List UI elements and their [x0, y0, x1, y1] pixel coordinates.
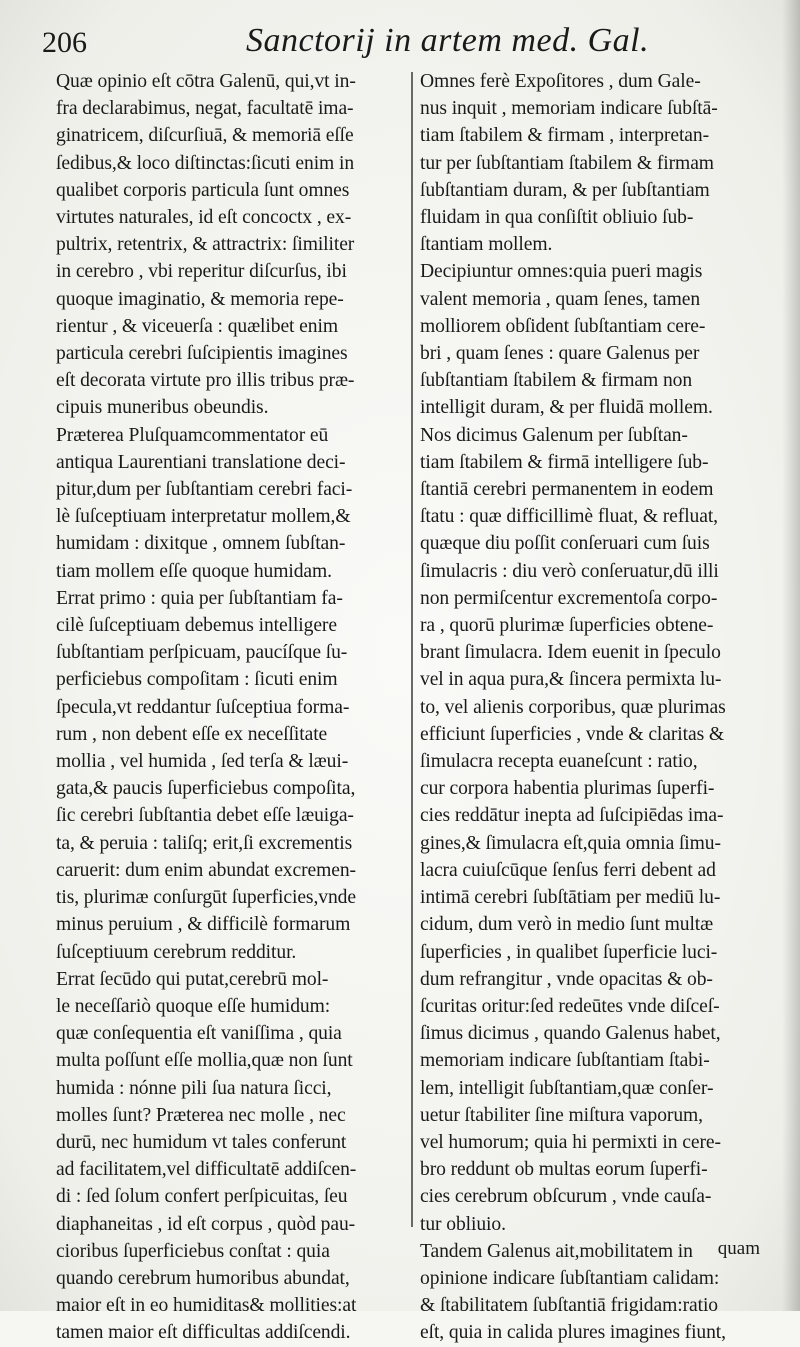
page-number: 206 — [42, 26, 87, 59]
text-line: Decipiuntur omnes:quia pueri magis — [420, 261, 703, 283]
text-line: fluidam in qua conſiſtit obliuio ſub- — [420, 207, 694, 229]
text-line: dum refrangitur , vnde opacitas & ob- — [420, 968, 713, 990]
text-line: vel in aqua pura,& ſincera permixta lu- — [420, 669, 722, 691]
text-line: ſtatu : quæ difficillimè fluat, & refluat, — [420, 506, 718, 528]
text-line: mollia , vel humida , ſed terſa & læui- — [56, 751, 349, 773]
text-line: perficiebus compoſitam : ſicuti enim — [56, 669, 338, 691]
text-line: ra , quorū plurimæ ſuperficies obtene- — [420, 615, 714, 637]
page-edge-shadow — [782, 0, 800, 1311]
text-line: vel humorum; quia hi permixti in cere- — [420, 1131, 721, 1153]
text-line: multa poſſunt eſſe mollia,quæ non ſunt — [56, 1050, 353, 1072]
text-line: bro reddunt ob multas eorum ſuperfi- — [420, 1159, 708, 1181]
text-line: quæ conſequentia eſt vaniſſima , quia — [56, 1023, 342, 1045]
text-line: antiqua Laurentiani translatione deci- — [56, 451, 346, 473]
text-line: virtutes naturales, id eſt concoctx , ex- — [56, 207, 352, 229]
text-line: eſt, quia in calida plures imagines fiunt, — [420, 1322, 726, 1344]
text-line: ſimulacris : diu verò conſeruatur,dū illi — [420, 560, 719, 582]
text-line: valent memoria , quam ſenes, tamen — [420, 288, 701, 310]
text-line: intimā cerebri ſubſtātiam per mediū lu- — [420, 887, 721, 909]
text-line: pultrix, retentrix, & attractrix: ſimiliter — [56, 234, 355, 256]
text-line: cidum, dum verò in medio ſunt multæ — [420, 914, 714, 936]
text-line: pitur,dum per ſubſtantiam cerebri faci- — [56, 479, 353, 501]
text-line: ſedibus,& loco diſtinctas:ſicuti enim in — [56, 152, 355, 174]
text-line: bri , quam ſenes : quare Galenus per — [420, 343, 700, 365]
text-line: ſubſtantiam ſtabilem & firmam non — [420, 370, 693, 392]
right-text-column — [420, 68, 765, 1347]
text-line: ſtantiam mollem. — [420, 234, 553, 256]
text-line: Nos dicimus Galenum per ſubſtan- — [420, 424, 688, 446]
text-line: ta, & peruia : taliſq; erit,ſi excrementis — [56, 832, 353, 854]
text-line: lacra cuiuſcūque ſenſus ferri debent ad — [420, 859, 716, 881]
text-line: ſuperficies , in qualibet ſuperficie luci- — [420, 941, 718, 963]
text-line: lè ſuſceptiuam interpretatur mollem,& — [56, 506, 351, 528]
text-line: gata,& paucis ſuperficiebus compoſita, — [56, 778, 356, 800]
text-line: tur per ſubſtantiam ſtabilem & firmam — [420, 152, 714, 174]
text-line: fra declarabimus, negat, facultatē ima- — [56, 98, 354, 120]
text-line: ad facilitatem,vel difficultatē addiſcen- — [56, 1159, 357, 1181]
text-line: ſtantiā cerebri permanentem in eodem — [420, 479, 714, 501]
text-line: brant ſimulacra. Idem euenit in ſpeculo — [420, 642, 721, 664]
text-line: rientur , & viceuerſa : quælibet enim — [56, 315, 338, 337]
text-line: tamen maior eſt difficultas addiſcendi. — [56, 1322, 351, 1344]
running-head: Sanctorij in artem med. Gal. — [246, 22, 650, 59]
text-line: minus peruium , & difficilè formarum — [56, 914, 351, 936]
text-line: ſcuritas oritur:ſed redeūtes vnde diſceſ- — [420, 995, 720, 1017]
text-line: cioribus ſuperficiebus conſtat : quia — [56, 1240, 330, 1262]
text-line: to, vel alienis corporibus, quæ plurimas — [420, 696, 726, 718]
column-divider — [411, 72, 413, 1227]
text-line: Errat ſecūdo qui putat,cerebrū mol- — [56, 968, 329, 990]
text-line: caruerit: dum enim abundat excremen- — [56, 859, 356, 881]
text-line: cies cerebrum obſcurum , vnde cauſa- — [420, 1186, 712, 1208]
text-line: ſimus dicimus , quando Galenus habet, — [420, 1023, 721, 1045]
text-line: qualibet corporis particula ſunt omnes — [56, 179, 350, 201]
text-line: rum , non debent eſſe ex neceſſitate — [56, 723, 328, 745]
text-line: uetur ſtabiliter ſine miſtura vaporum, — [420, 1104, 703, 1126]
text-line: intelligit duram, & per fluidā mollem. — [420, 397, 713, 419]
text-line: Præterea Pluſquamcommentator eū — [56, 424, 329, 446]
text-line: gines,& ſimulacra eſt,quia omnia ſimu- — [420, 832, 721, 854]
text-line: quæque diu poſſit conſeruari cum ſuis — [420, 533, 710, 555]
text-line: cilè ſuſceptiuam debemus intelligere — [56, 615, 337, 637]
text-line: ſic cerebri ſubſtantia debet eſſe læuiga- — [56, 805, 354, 827]
text-line: ſubſtantiam duram, & per ſubſtantiam — [420, 179, 710, 201]
text-line: memoriam indicare ſubſtantiam ſtabi- — [420, 1050, 710, 1072]
text-line: tiam ſtabilem & firmam , interpretan- — [420, 125, 710, 147]
text-line: ginatricem, diſcurſiuā, & memoriā eſſe — [56, 125, 354, 147]
text-line: opinione indicare ſubſtantiam calidam: — [420, 1267, 720, 1289]
text-line: molliorem obſident ſubſtantiam cere- — [420, 315, 706, 337]
text-line: diaphaneitas , id eſt corpus , quòd pau- — [56, 1213, 356, 1235]
text-line: tur obliuio. — [420, 1213, 506, 1235]
text-line: efficiunt ſuperficies , vnde & claritas & — [420, 723, 725, 745]
text-line: quando cerebrum humoribus abundat, — [56, 1267, 350, 1289]
left-text-column — [56, 68, 406, 1347]
text-line: ſimulacra recepta euaneſcunt : ratio, — [420, 751, 698, 773]
text-line: tiam ſtabilem & firmā intelligere ſub- — [420, 451, 709, 473]
text-line: humidam : dixitque , omnem ſubſtan- — [56, 533, 346, 555]
text-line: cipuis muneribus obeundis. — [56, 397, 269, 419]
text-line: ſpecula,vt reddantur ſuſceptiua forma- — [56, 696, 350, 718]
text-line: particula cerebri ſuſcipientis imagines — [56, 343, 348, 365]
text-line: tis, plurimæ conſurgūt ſuperficies,vnde — [56, 887, 356, 909]
text-line: non permiſcentur excrementoſa corpo- — [420, 587, 718, 609]
text-line: le neceſſariò quoque eſſe humidum: — [56, 995, 331, 1017]
text-line: nus inquit , memoriam indicare ſubſtā- — [420, 98, 718, 120]
text-line: Omnes ferè Expoſitores , dum Gale- — [420, 71, 701, 92]
text-line: ſubſtantiam perſpicuam, paucíſque ſu- — [56, 642, 348, 664]
text-line: di : ſed ſolum confert perſpicuitas, ſeu — [56, 1186, 348, 1208]
text-line: eſt decorata virtute pro illis tribus præ- — [56, 370, 355, 392]
page-header — [36, 18, 776, 62]
catchword: quam — [717, 1238, 760, 1259]
text-line: humida : nónne pili ſua natura ſicci, — [56, 1077, 332, 1099]
text-line: in cerebro , vbi reperitur diſcurſus, ibi — [56, 261, 347, 283]
text-line: cur corpora habentia plurimas ſuperfi- — [420, 778, 715, 800]
text-line: maior eſt in eo humiditas& mollities:at — [56, 1295, 357, 1317]
text-line: & ſtabilitatem ſubſtantiā frigidam:ratio — [420, 1295, 718, 1317]
text-line: ſuſceptiuum cerebrum redditur. — [56, 941, 297, 963]
text-line: Tandem Galenus ait,mobilitatem in — [420, 1240, 693, 1262]
text-line: molles ſunt? Præterea nec molle , nec — [56, 1104, 346, 1126]
text-line: quoque imaginatio, & memoria repe- — [56, 288, 344, 310]
text-line: durū, nec humidum vt tales conferunt — [56, 1131, 347, 1153]
text-line: tiam mollem eſſe quoque humidam. — [56, 560, 332, 582]
text-line: lem, intelligit ſubſtantiam,quæ conſer- — [420, 1077, 714, 1099]
text-line: cies reddātur inepta ad ſuſcipiēdas ima- — [420, 805, 724, 827]
text-line: Errat primo : quia per ſubſtantiam fa- — [56, 587, 343, 609]
text-line: Quæ opinio eſt cōtra Galenū, qui,vt in- — [56, 71, 356, 92]
